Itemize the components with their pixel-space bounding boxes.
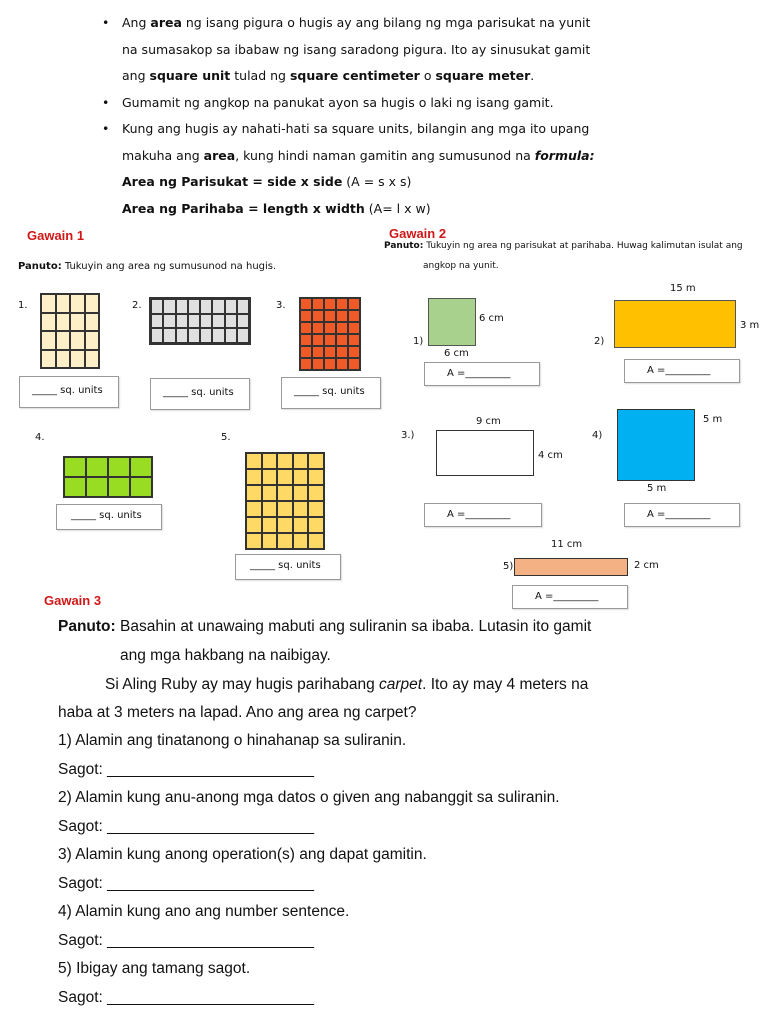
unit-square: [312, 298, 324, 310]
unit-square: [300, 358, 312, 370]
unit-square: [348, 334, 360, 346]
gawain3-story: Si Aling Ruby ay may hugis parihabang carpet. Ito ay may 4 meters na: [105, 676, 589, 693]
gawain3-panuto-line2: ang mga hakbang na naibigay.: [120, 647, 331, 664]
gawain2-panuto: Panuto: Tukuyin ng area ng parisukat at parihaba. Huwag kalimutan isulat ang: [384, 241, 743, 251]
g1-num-5: 5.: [221, 432, 231, 443]
bullet-measurement: • Gumamit ng angkop na panukat ayon sa hugis o laki ng isang gamit.: [102, 94, 554, 110]
unit-square: [324, 358, 336, 370]
unit-square: [237, 328, 249, 343]
unit-square: [293, 501, 309, 517]
unit-square: [212, 314, 224, 329]
unit-square: [312, 346, 324, 358]
unit-square: [348, 358, 360, 370]
unit-square: [188, 299, 200, 314]
unit-square: [300, 346, 312, 358]
unit-square: [41, 331, 56, 350]
unit-square: [246, 469, 262, 485]
g1-num-4: 4.: [35, 432, 45, 443]
unit-square: [56, 313, 71, 332]
unit-square: [85, 313, 100, 332]
g1-answer-1[interactable]: _____ sq. units: [19, 376, 119, 408]
unit-square: [176, 314, 188, 329]
g2-rect-3: [436, 430, 534, 476]
g2-num-2: 2): [594, 336, 605, 347]
unit-square: [151, 328, 163, 343]
unit-square: [262, 485, 278, 501]
unit-square: [293, 533, 309, 549]
unit-square: [188, 314, 200, 329]
unit-square: [262, 453, 278, 469]
unit-square: [262, 517, 278, 533]
gawain2-panuto-line2: angkop na yunit.: [423, 261, 499, 271]
g2-answer-4[interactable]: A =_________: [624, 503, 740, 527]
unit-square: [85, 331, 100, 350]
unit-square: [130, 457, 152, 477]
gawain3-story-line2: haba at 3 meters na lapad. Ano ang area ng carpet?: [58, 704, 417, 721]
unit-square: [56, 331, 71, 350]
gawain1-panuto: Panuto: Tukuyin ang area ng sumusunod na hugis.: [18, 261, 277, 272]
unit-square: [348, 346, 360, 358]
unit-square: [70, 331, 85, 350]
gawain2-title: Gawain 2: [389, 226, 447, 241]
unit-square: [348, 322, 360, 334]
unit-square: [85, 294, 100, 313]
unit-square: [246, 533, 262, 549]
g1-answer-3[interactable]: _____ sq. units: [281, 377, 381, 409]
formula-square: Area ng Parisukat = side x side: [122, 174, 343, 189]
unit-square: [308, 469, 324, 485]
unit-square: [308, 517, 324, 533]
g2-side-1: 6 cm: [479, 313, 504, 324]
g2-bottom-4: 5 m: [647, 483, 667, 494]
g2-answer-2[interactable]: A =_________: [624, 359, 740, 383]
unit-square: [70, 350, 85, 369]
unit-square: [336, 298, 348, 310]
unit-square: [300, 322, 312, 334]
formula-rectangle: Area ng Parihaba = length x width: [122, 200, 365, 216]
unit-square: [86, 457, 108, 477]
unit-square: [56, 294, 71, 313]
unit-square: [293, 469, 309, 485]
unit-square: [308, 533, 324, 549]
unit-square: [336, 358, 348, 370]
g1-answer-2[interactable]: _____ sq. units: [150, 378, 250, 410]
g1-answer-4[interactable]: _____ sq. units: [56, 504, 162, 530]
unit-square: [200, 328, 212, 343]
question-3: 3) Alamin kung anong operation(s) ang dapat gamitin.: [58, 846, 427, 863]
g1-grid-2: [149, 297, 251, 345]
unit-square: [237, 314, 249, 329]
g1-answer-5[interactable]: _____ sq. units: [235, 554, 341, 580]
g2-bottom-1: 6 cm: [444, 348, 469, 359]
unit-square: [85, 350, 100, 369]
unit-square: [225, 328, 237, 343]
g1-grid-5: [245, 452, 325, 550]
sagot-3[interactable]: Sagot: ________________________: [58, 875, 315, 892]
unit-square: [188, 328, 200, 343]
gawain3-panuto: Panuto: Basahin at unawaing mabuti ang suliranin sa ibaba. Lutasin ito gamit: [58, 618, 592, 635]
unit-square: [324, 346, 336, 358]
unit-square: [163, 314, 175, 329]
unit-square: [163, 328, 175, 343]
unit-square: [312, 334, 324, 346]
g2-rect-2: [614, 300, 736, 348]
unit-square: [108, 477, 130, 497]
question-1: 1) Alamin ang tinatanong o hinahanap sa suliranin.: [58, 732, 407, 749]
unit-square: [293, 485, 309, 501]
sagot-5[interactable]: Sagot: ________________________: [58, 989, 315, 1006]
unit-square: [108, 457, 130, 477]
unit-square: [41, 313, 56, 332]
unit-square: [277, 469, 293, 485]
unit-square: [41, 294, 56, 313]
unit-square: [86, 477, 108, 497]
sagot-4[interactable]: Sagot: ________________________: [58, 932, 315, 949]
unit-square: [200, 314, 212, 329]
unit-square: [324, 298, 336, 310]
unit-square: [130, 477, 152, 497]
unit-square: [324, 322, 336, 334]
question-4: 4) Alamin kung ano ang number sentence.: [58, 903, 350, 920]
unit-square: [300, 334, 312, 346]
g2-square-4: [617, 409, 695, 481]
g2-rect-5: [514, 558, 628, 576]
unit-square: [336, 346, 348, 358]
g2-square-1: [428, 298, 476, 346]
unit-square: [200, 299, 212, 314]
unit-square: [308, 485, 324, 501]
unit-square: [293, 453, 309, 469]
unit-square: [262, 501, 278, 517]
unit-square: [277, 485, 293, 501]
question-2: 2) Alamin kung anu-anong mga datos o given ang nabanggit sa suliranin.: [58, 789, 560, 806]
unit-square: [308, 453, 324, 469]
unit-square: [312, 322, 324, 334]
g2-answer-5[interactable]: A =_________: [512, 585, 628, 609]
unit-square: [163, 299, 175, 314]
unit-square: [176, 328, 188, 343]
g1-grid-1: [40, 293, 100, 369]
g2-side-4: 5 m: [703, 414, 723, 425]
unit-square: [336, 310, 348, 322]
unit-square: [70, 294, 85, 313]
g2-side-2: 3 m: [740, 320, 760, 331]
unit-square: [277, 533, 293, 549]
g2-top-3: 9 cm: [476, 416, 501, 427]
g1-num-2: 2.: [132, 300, 142, 311]
unit-square: [212, 299, 224, 314]
question-5: 5) Ibigay ang tamang sagot.: [58, 960, 251, 977]
g1-num-1: 1.: [18, 300, 28, 311]
unit-square: [151, 314, 163, 329]
unit-square: [225, 314, 237, 329]
gawain3-title: Gawain 3: [44, 593, 102, 608]
unit-square: [246, 517, 262, 533]
g2-side-3: 4 cm: [538, 450, 563, 461]
unit-square: [246, 485, 262, 501]
unit-square: [300, 298, 312, 310]
unit-square: [336, 334, 348, 346]
bullet-area-definition: • Ang area ng isang pigura o hugis ay ang bilang ng mga parisukat na yunit na sumasakop sa ibabaw ng isang saradong pigura. Ito ay sinusukat gamit ang square unit tulad ng square centimeter o square meter.: [102, 15, 591, 83]
unit-square: [64, 457, 86, 477]
sagot-2[interactable]: Sagot: ________________________: [58, 818, 315, 835]
unit-square: [246, 453, 262, 469]
unit-square: [348, 310, 360, 322]
g2-answer-3[interactable]: A =_________: [424, 503, 542, 527]
g1-grid-3: [299, 297, 361, 371]
unit-square: [336, 322, 348, 334]
g2-top-2: 15 m: [670, 283, 696, 294]
g2-num-5: 5): [503, 561, 514, 572]
unit-square: [277, 453, 293, 469]
gawain1-title: Gawain 1: [27, 228, 85, 243]
unit-square: [176, 299, 188, 314]
g1-grid-4: [63, 456, 153, 498]
unit-square: [56, 350, 71, 369]
unit-square: [64, 477, 86, 497]
unit-square: [41, 350, 56, 369]
unit-square: [262, 533, 278, 549]
sagot-1[interactable]: Sagot: ________________________: [58, 761, 315, 778]
unit-square: [225, 299, 237, 314]
unit-square: [277, 517, 293, 533]
g1-num-3: 3.: [276, 300, 286, 311]
unit-square: [324, 310, 336, 322]
unit-square: [300, 310, 312, 322]
g2-top-5: 11 cm: [551, 539, 583, 550]
intro-bullets: [100, 10, 700, 222]
unit-square: [312, 310, 324, 322]
unit-square: [277, 501, 293, 517]
unit-square: [308, 501, 324, 517]
g2-num-1: 1): [413, 336, 424, 347]
unit-square: [324, 334, 336, 346]
unit-square: [237, 299, 249, 314]
unit-square: [293, 517, 309, 533]
unit-square: [151, 299, 163, 314]
unit-square: [262, 469, 278, 485]
unit-square: [70, 313, 85, 332]
g2-num-3: 3.): [401, 430, 415, 441]
g2-num-4: 4): [592, 430, 603, 441]
unit-square: [348, 298, 360, 310]
g2-answer-1[interactable]: A =_________: [424, 362, 540, 386]
unit-square: [246, 501, 262, 517]
unit-square: [212, 328, 224, 343]
unit-square: [312, 358, 324, 370]
g2-side-5: 2 cm: [634, 560, 659, 571]
bullet-formula: • Kung ang hugis ay nahati-hati sa square units, bilangin ang mga ito upang makuha ang area, kung hindi naman gamitin ang sumusunod na formula: Area ng Parisukat = side x side (A = s x s) Area ng Parihaba = length x width (A= l x w): [102, 121, 595, 216]
